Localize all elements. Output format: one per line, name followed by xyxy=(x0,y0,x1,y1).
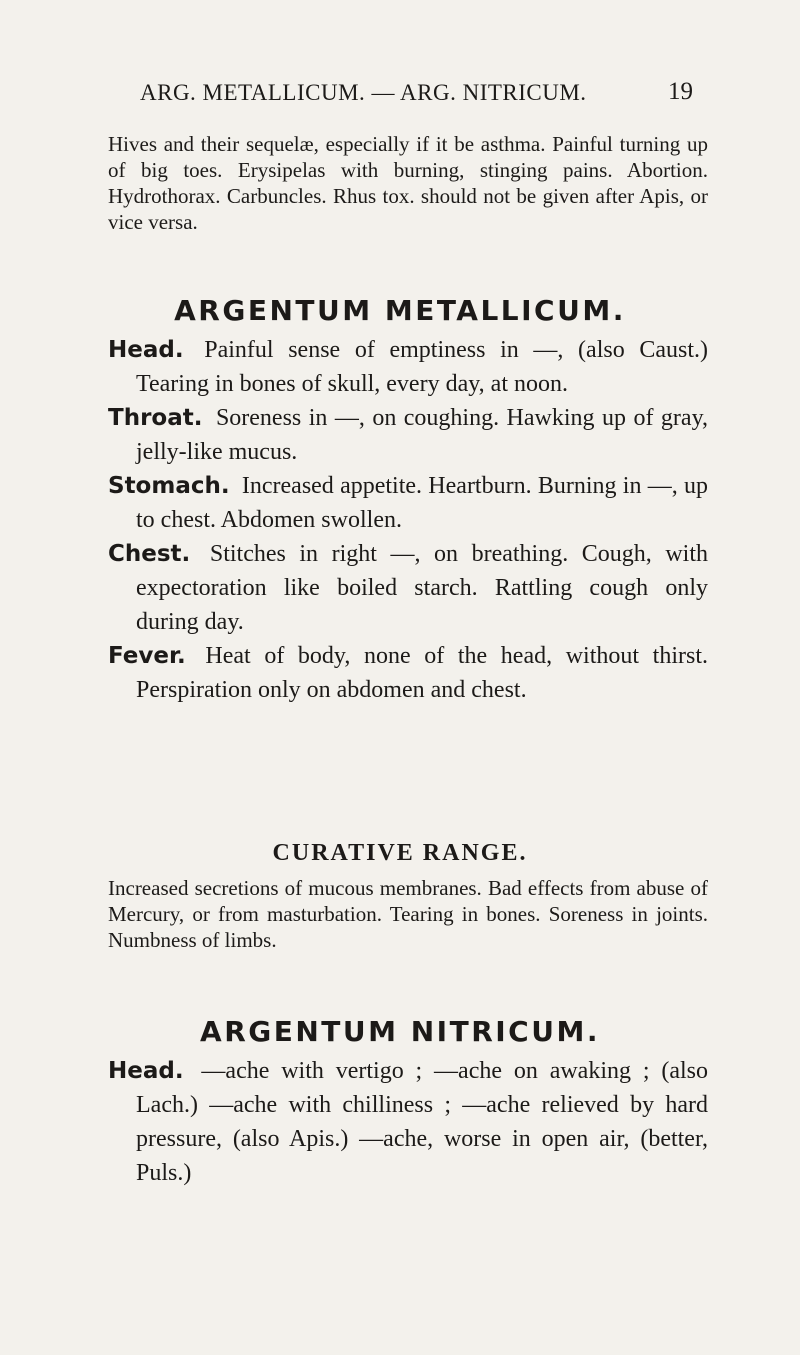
section-title-curative-range: CURATIVE RANGE. xyxy=(272,840,528,866)
entry-text: Soreness in —, on coughing. Hawking up of gray, jelly-like mucus. xyxy=(136,405,709,465)
entry-text: Painful sense of emptiness in —, (also Caust.) Tearing in bones of skull, every day, at noon. xyxy=(136,337,709,397)
entry-head xyxy=(108,1054,708,1190)
running-title: ARG. METALLICUM. — ARG. NITRICUM. xyxy=(140,80,587,105)
entry-heading: Head. xyxy=(108,1058,184,1084)
entry-fever xyxy=(108,639,708,707)
entry-heading: Stomach. xyxy=(108,473,230,499)
entry-chest xyxy=(108,537,708,639)
entry-text: Heat of body, none of the head, without thirst. Perspiration only on abdomen and chest. xyxy=(136,643,709,703)
entry-stomach xyxy=(108,469,708,537)
entry-heading: Chest. xyxy=(108,541,191,567)
entry-text: Increased appetite. Heartburn. Burning in —, up to chest. Abdomen swollen. xyxy=(136,473,709,533)
curative-range-text: Increased secretions of mucous membranes. Bad effects from abuse of Mercury, or from masturbation. Tearing in bones. Soreness in joints. Numbness of limbs. xyxy=(108,876,708,952)
nitricum-entries xyxy=(108,1054,708,1190)
section-title-argentum-metallicum: ARGENTUM METALLICUM. xyxy=(174,294,626,327)
entry-text: Stitches in right —, on breathing. Cough, with expectoration like boiled starch. Rattling cough only during day. xyxy=(136,541,708,635)
entry-text: —ache with vertigo ; —ache on awaking ; (also Lach.) —ache with chilliness ; —ache relieved by hard pressure, (also Apis.) —ache, worse in open air, (better, Puls.) xyxy=(136,1058,708,1186)
intro-paragraph: Hives and their sequelæ, especially if it be asthma. Painful turning up of big toes. Erysipelas with burning, stinging pains. Abortion. Hydrothorax. Carbuncles. Rhus tox. should not be given after Apis, or vice versa. xyxy=(108,132,708,234)
entry-heading: Head. xyxy=(108,337,184,363)
entry-heading: Fever. xyxy=(108,643,186,669)
entry-head xyxy=(108,333,708,401)
entry-heading: Throat. xyxy=(108,405,203,431)
running-head xyxy=(0,80,800,120)
metallicum-entries xyxy=(108,333,708,707)
page-number: 19 xyxy=(668,78,693,105)
section-title-argentum-nitricum: ARGENTUM NITRICUM. xyxy=(200,1015,600,1048)
entry-throat xyxy=(108,401,708,469)
